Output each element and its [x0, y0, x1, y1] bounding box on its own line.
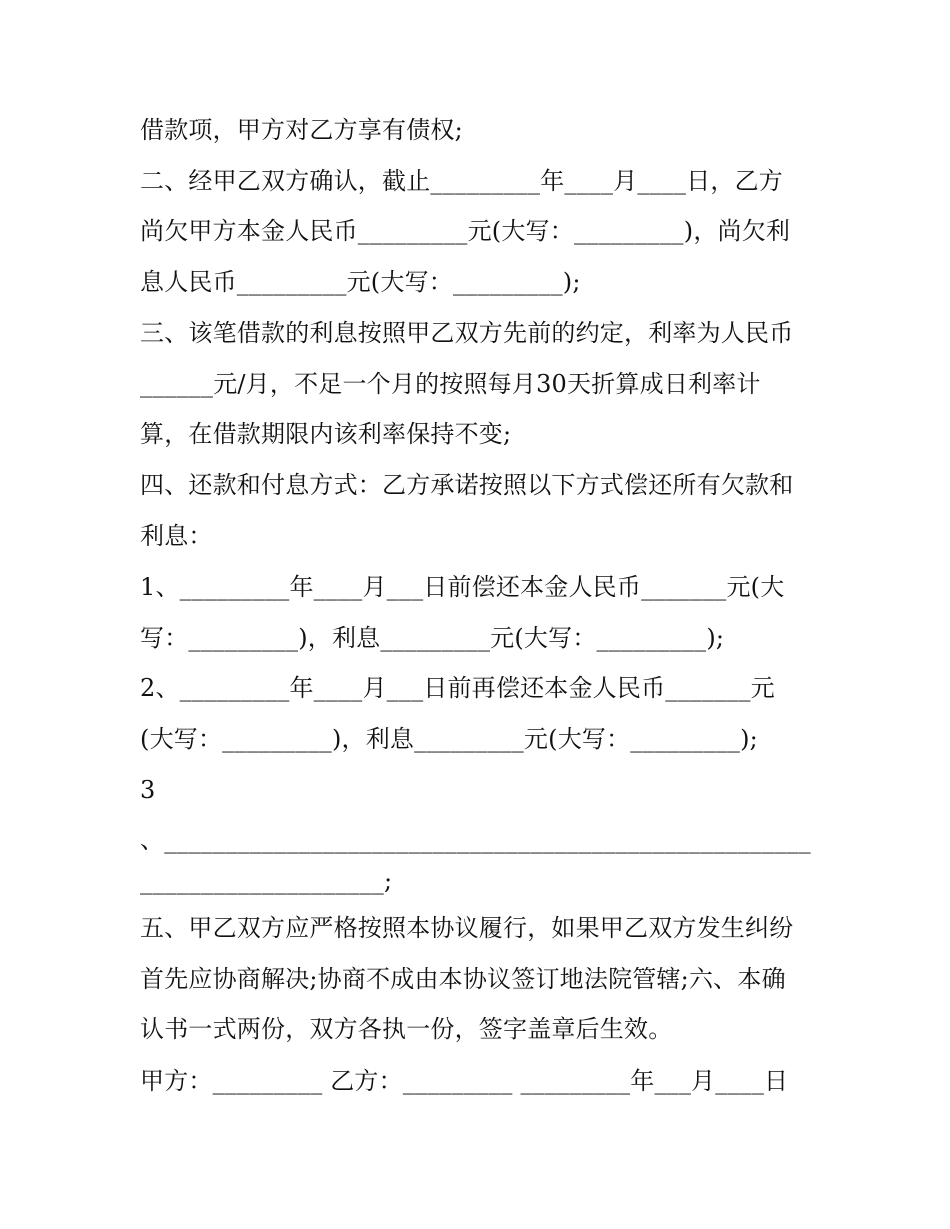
- text-line: ______元/月，不足一个月的按照每月30天折算成日利率计: [140, 370, 761, 398]
- text-line: 四、还款和付息方式：乙方承诺按照以下方式偿还所有欠款和: [140, 471, 794, 499]
- text-line: (大写：_________)，利息_________元(大写：_________);: [140, 725, 758, 753]
- text-line: 借款项，甲方对乙方享有债权;: [140, 116, 463, 144]
- text-line: 三、该笔借款的利息按照甲乙双方先前的约定，利率为人民币: [140, 319, 794, 347]
- text-line: 甲方：_________ 乙方：_________ _________年___月____日: [140, 1067, 789, 1095]
- text-line: 2、_________年____月___日前再偿还本金人民币_______元: [140, 674, 775, 702]
- text-line: 二、经甲乙双方确认，截止_________年____月____日，乙方: [140, 167, 783, 195]
- text-line: 五、甲乙双方应严格按照本协议履行，如果甲乙双方发生纠纷: [140, 914, 794, 942]
- text-line: 利息：: [140, 522, 213, 550]
- text-line: 算，在借款期限内该利率保持不变;: [140, 420, 512, 448]
- text-line: 认书一式两份，双方各执一份，签字盖章后生效。: [140, 1015, 673, 1043]
- text-line: 首先应协商解决;协商不成由本协议签订地法院管辖;六、本确: [140, 965, 786, 993]
- text-line: 写：_________)，利息_________元(大写：_________);: [140, 624, 725, 652]
- text-line: 、_____________________________________________________: [140, 826, 811, 854]
- text-line: 息人民币_________元(大写：_________);: [140, 268, 581, 296]
- text-line: 1、_________年____月___日前偿还本金人民币_______元(大: [140, 573, 785, 601]
- text-line: 3: [140, 776, 156, 804]
- text-line: ____________________;: [140, 867, 393, 895]
- text-line: 尚欠甲方本金人民币_________元(大写：_________)，尚欠利: [140, 217, 791, 245]
